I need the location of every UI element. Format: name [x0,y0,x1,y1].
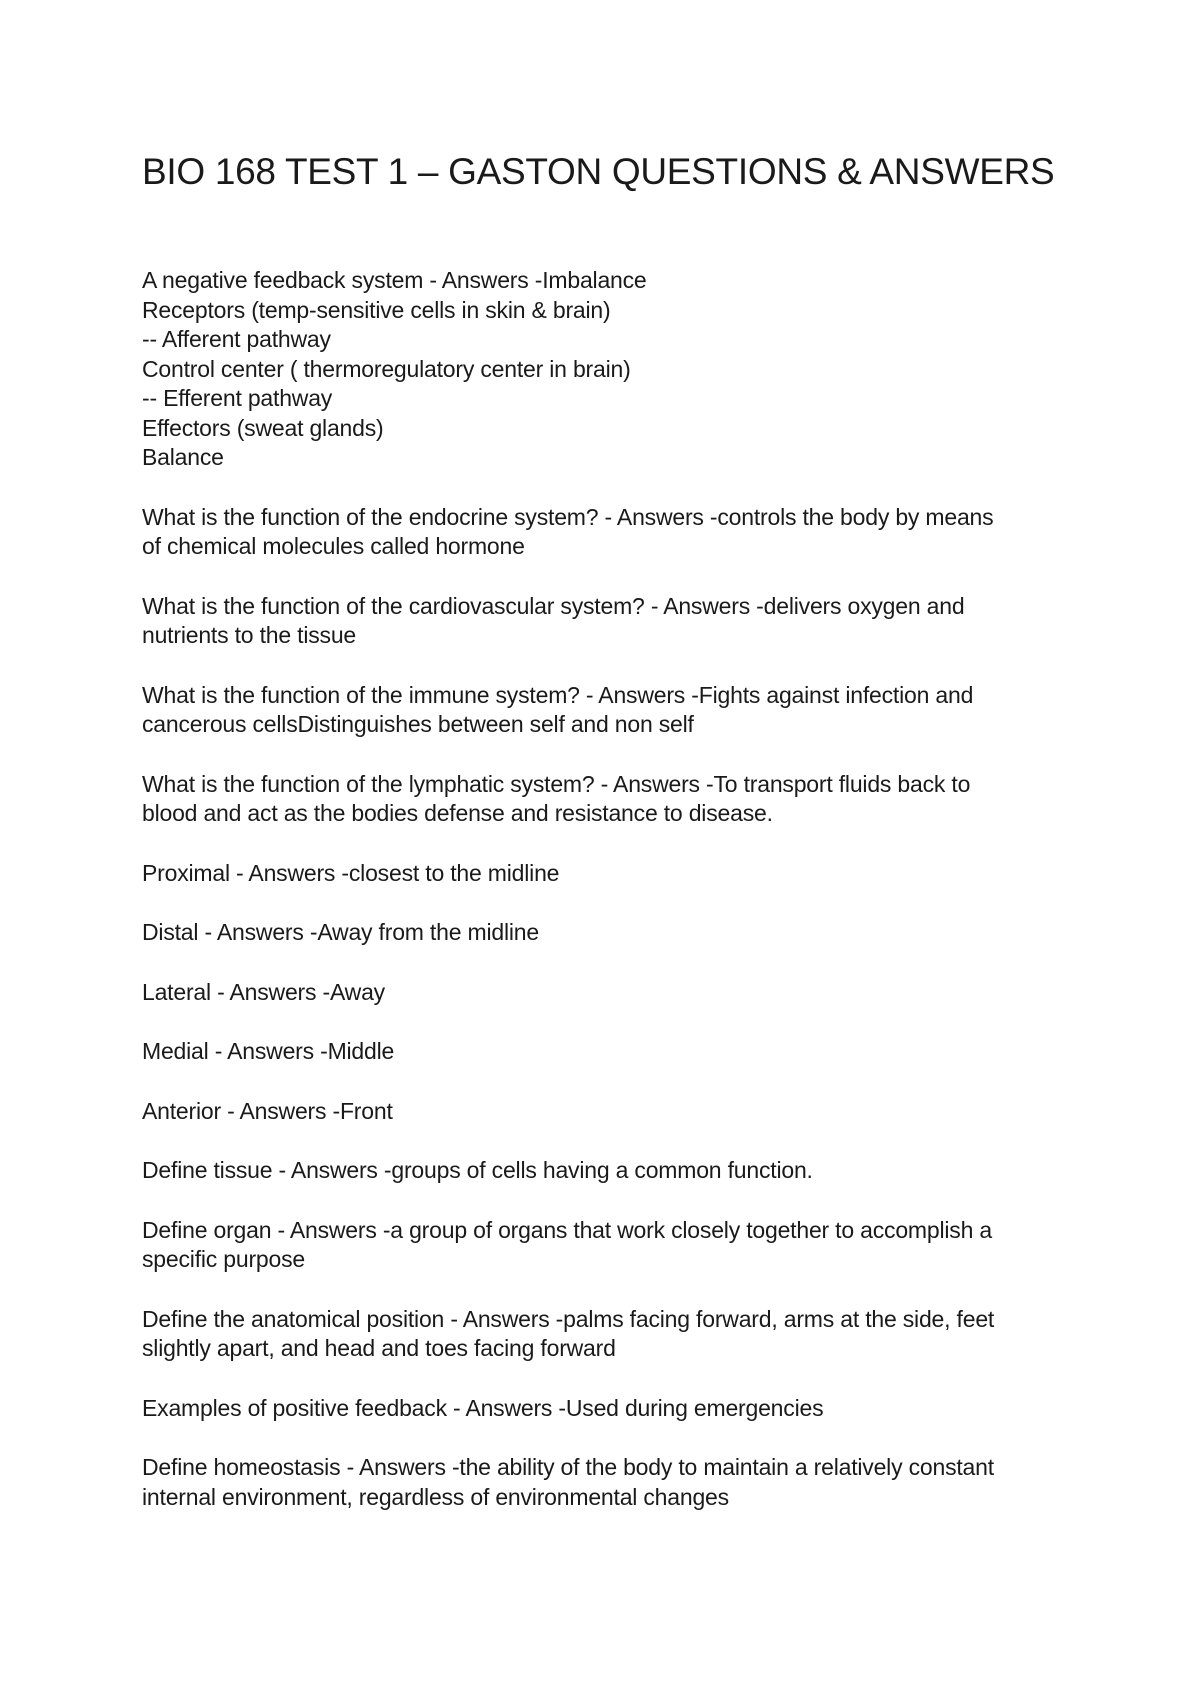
qa-item-anterior [142,1097,1062,1127]
qa-item-anatomical-position [142,1305,1062,1364]
qa-line: Anterior - Answers -Front [142,1097,393,1124]
qa-line: Define organ - Answers -a group of organs that work closely together to accomplish a [142,1216,992,1243]
qa-line: Control center ( thermoregulatory center in brain) [142,355,631,382]
qa-line: internal environment, regardless of environmental changes [142,1483,729,1510]
qa-line: slightly apart, and head and toes facing forward [142,1335,616,1361]
qa-line: Balance [142,444,224,470]
qa-line: What is the function of the immune system? - Answers -Fights against infection and [142,681,974,708]
qa-line: of chemical molecules called hormone [142,533,525,559]
qa-item-proximal [142,859,1062,889]
qa-item-organ [142,1216,1062,1275]
qa-line: A negative feedback system - Answers -Imbalance [142,267,647,293]
qa-line: -- Afferent pathway [142,326,331,352]
qa-line: Receptors (temp-sensitive cells in skin & brain) [142,296,611,323]
qa-line: cancerous cellsDistinguishes between self and non self [142,711,694,737]
document-page [142,150,1062,1542]
qa-line: Examples of positive feedback - Answers -Used during emergencies [142,1394,824,1421]
qa-item-homeostasis [142,1453,1062,1512]
qa-line: Medial - Answers -Middle [142,1038,395,1064]
qa-item-positive-feedback [142,1394,1062,1424]
qa-line: Define homeostasis - Answers -the ability of the body to maintain a relatively constant [142,1454,994,1480]
document-title: BIO 168 TEST 1 – GASTON QUESTIONS & ANSWERS [142,151,1055,192]
qa-line: Define tissue - Answers -groups of cells having a common function. [142,1157,813,1183]
qa-line: Effectors (sweat glands) [142,414,384,441]
qa-list [142,266,1062,1512]
qa-line: What is the function of the endocrine system? - Answers -controls the body by means [142,503,994,530]
qa-item-distal [142,918,1062,948]
qa-line: What is the function of the cardiovascular system? - Answers -delivers oxygen and [142,592,965,619]
qa-line: -- Efferent pathway [142,385,333,411]
qa-item-immune [142,681,1062,740]
qa-item-cardiovascular [142,592,1062,651]
qa-line: blood and act as the bodies defense and resistance to disease. [142,800,773,826]
qa-item-lateral [142,978,1062,1008]
qa-line: Define the anatomical position - Answers -palms facing forward, arms at the side, feet [142,1305,995,1332]
qa-line: Distal - Answers -Away from the midline [142,919,539,945]
qa-item-tissue [142,1156,1062,1186]
qa-line: Lateral - Answers -Away [142,978,385,1005]
qa-line: What is the function of the lymphatic system? - Answers -To transport fluids back to [142,770,971,797]
qa-line: specific purpose [142,1246,305,1272]
qa-item-negative-feedback [142,266,1062,473]
qa-item-medial [142,1037,1062,1067]
qa-line: Proximal - Answers -closest to the midline [142,859,560,886]
qa-item-lymphatic [142,770,1062,829]
qa-item-endocrine [142,503,1062,562]
qa-line: nutrients to the tissue [142,622,357,648]
